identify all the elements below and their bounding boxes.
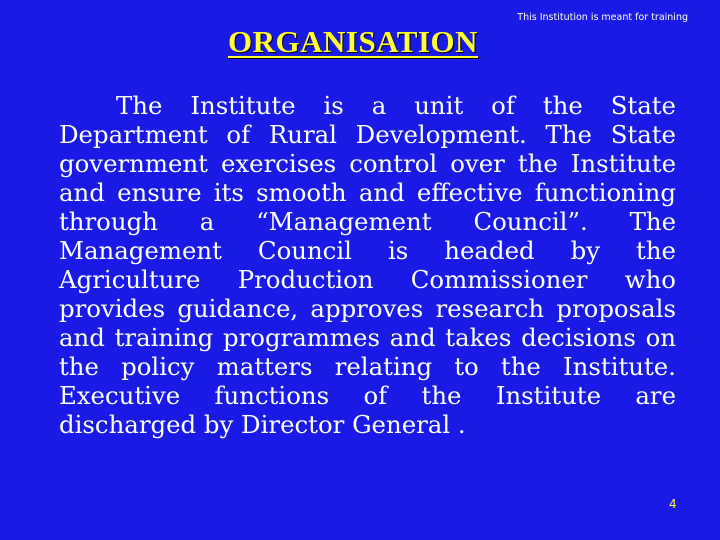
header-note: This Institution is meant for training [517,12,688,23]
body-paragraph: The Institute is a unit of the State Department of Rural Development. The State government exercises control over the Institute and ensure its smooth and effective functioning through a “Management Council”. The Management Council is headed by the Agriculture Production Commissioner who provides guidance, approves research proposals and training programmes and takes decisions on the policy matters relating to the Institute. Executive functions of the Institute are discharged by Director General . [59,91,676,439]
page-number: 4 [669,497,677,511]
slide-title: ORGANISATION [228,24,479,59]
